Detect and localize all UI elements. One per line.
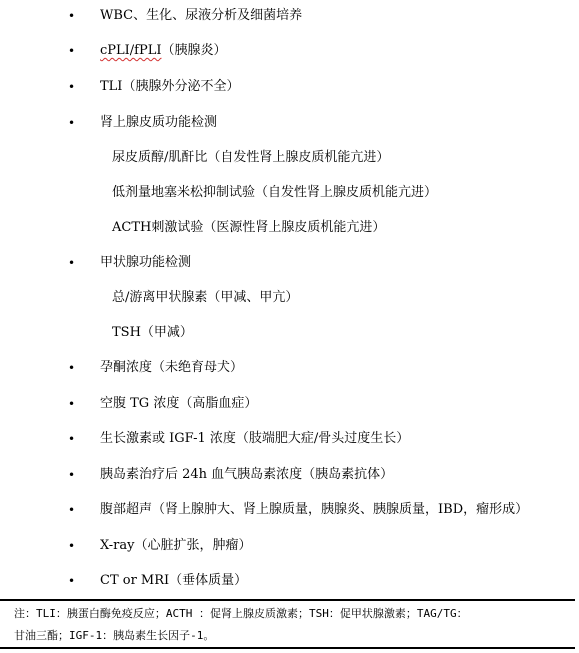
bullet: •	[68, 503, 76, 517]
item-text: 生长激素或 IGF-1 浓度（肢端肥大症/骨头过度生长）	[100, 431, 410, 446]
footnote-line-2: 甘油三酯；IGF-1：胰岛素生长因子-1。	[14, 629, 215, 642]
bullet: •	[68, 539, 76, 553]
item-text: 肾上腺皮质功能检测	[100, 115, 218, 130]
list-item-growth-hormone	[0, 428, 579, 450]
spellcheck-underlined-text: cPLI/fPLI	[100, 43, 162, 58]
list-item-adrenal	[0, 112, 579, 134]
item-text: TSH（甲减）	[112, 325, 193, 340]
bullet: •	[68, 432, 76, 446]
item-text: CT or MRI（垂体质量）	[100, 573, 248, 588]
item-text: 总/游离甲状腺素（甲减、甲亢）	[112, 290, 299, 305]
list-item-abdominal-ultrasound	[0, 499, 579, 521]
item-text: X-ray（心脏扩张，肿瘤）	[100, 538, 252, 553]
item-text: TLI（胰腺外分泌不全）	[100, 79, 240, 94]
list-item-wbc	[0, 5, 579, 27]
item-text-rest: （胰腺炎）	[161, 43, 227, 58]
footnote	[0, 599, 575, 649]
bullet: •	[68, 256, 76, 270]
list-subitem-urine-cortisol	[0, 147, 579, 169]
item-text: 腹部超声（肾上腺肿大、肾上腺质量，胰腺炎、胰腺质量，IBD，瘤形成）	[100, 502, 529, 517]
bullet: •	[68, 9, 76, 23]
list-subitem-dexamethasone	[0, 182, 579, 204]
list-item-xray	[0, 535, 579, 557]
list-item-ct-mri	[0, 570, 579, 592]
item-text: 尿皮质醇/肌酐比（自发性肾上腺皮质机能亢进）	[112, 150, 390, 165]
item-text: WBC、生化、尿液分析及细菌培养	[100, 8, 303, 23]
bullet: •	[68, 44, 76, 58]
item-text: 胰岛素治疗后 24h 血气胰岛素浓度（胰岛素抗体）	[100, 467, 394, 482]
footnote-line-1: 注：TLI：胰蛋白酶免疫反应；ACTH ：促肾上腺皮质激素；TSH：促甲状腺激素；TAG/TG：	[14, 607, 468, 620]
bullet: •	[68, 397, 76, 411]
item-text: 低剂量地塞米松抑制试验（自发性肾上腺皮质机能亢进）	[112, 185, 438, 200]
item-text	[100, 40, 227, 62]
list-item-insulin	[0, 464, 579, 486]
list-subitem-acth	[0, 217, 579, 239]
list-subitem-tsh	[0, 322, 579, 344]
list-subitem-thyroxine	[0, 287, 579, 309]
bullet: •	[68, 361, 76, 375]
bullet: •	[68, 574, 76, 588]
bullet: •	[68, 80, 76, 94]
list-item-progesterone	[0, 357, 579, 379]
list-item-fasting-tg	[0, 393, 579, 415]
item-text: 甲状腺功能检测	[100, 255, 192, 270]
list-item-thyroid	[0, 252, 579, 274]
item-text: 孕酮浓度（未绝育母犬）	[100, 360, 244, 375]
bullet: •	[68, 116, 76, 130]
bullet: •	[68, 468, 76, 482]
list-item-tli	[0, 76, 579, 98]
list-item-cpli	[0, 40, 579, 62]
item-text: ACTH刺激试验（医源性肾上腺皮质机能亢进）	[112, 220, 386, 235]
item-text: 空腹 TG 浓度（高脂血症）	[100, 396, 258, 411]
